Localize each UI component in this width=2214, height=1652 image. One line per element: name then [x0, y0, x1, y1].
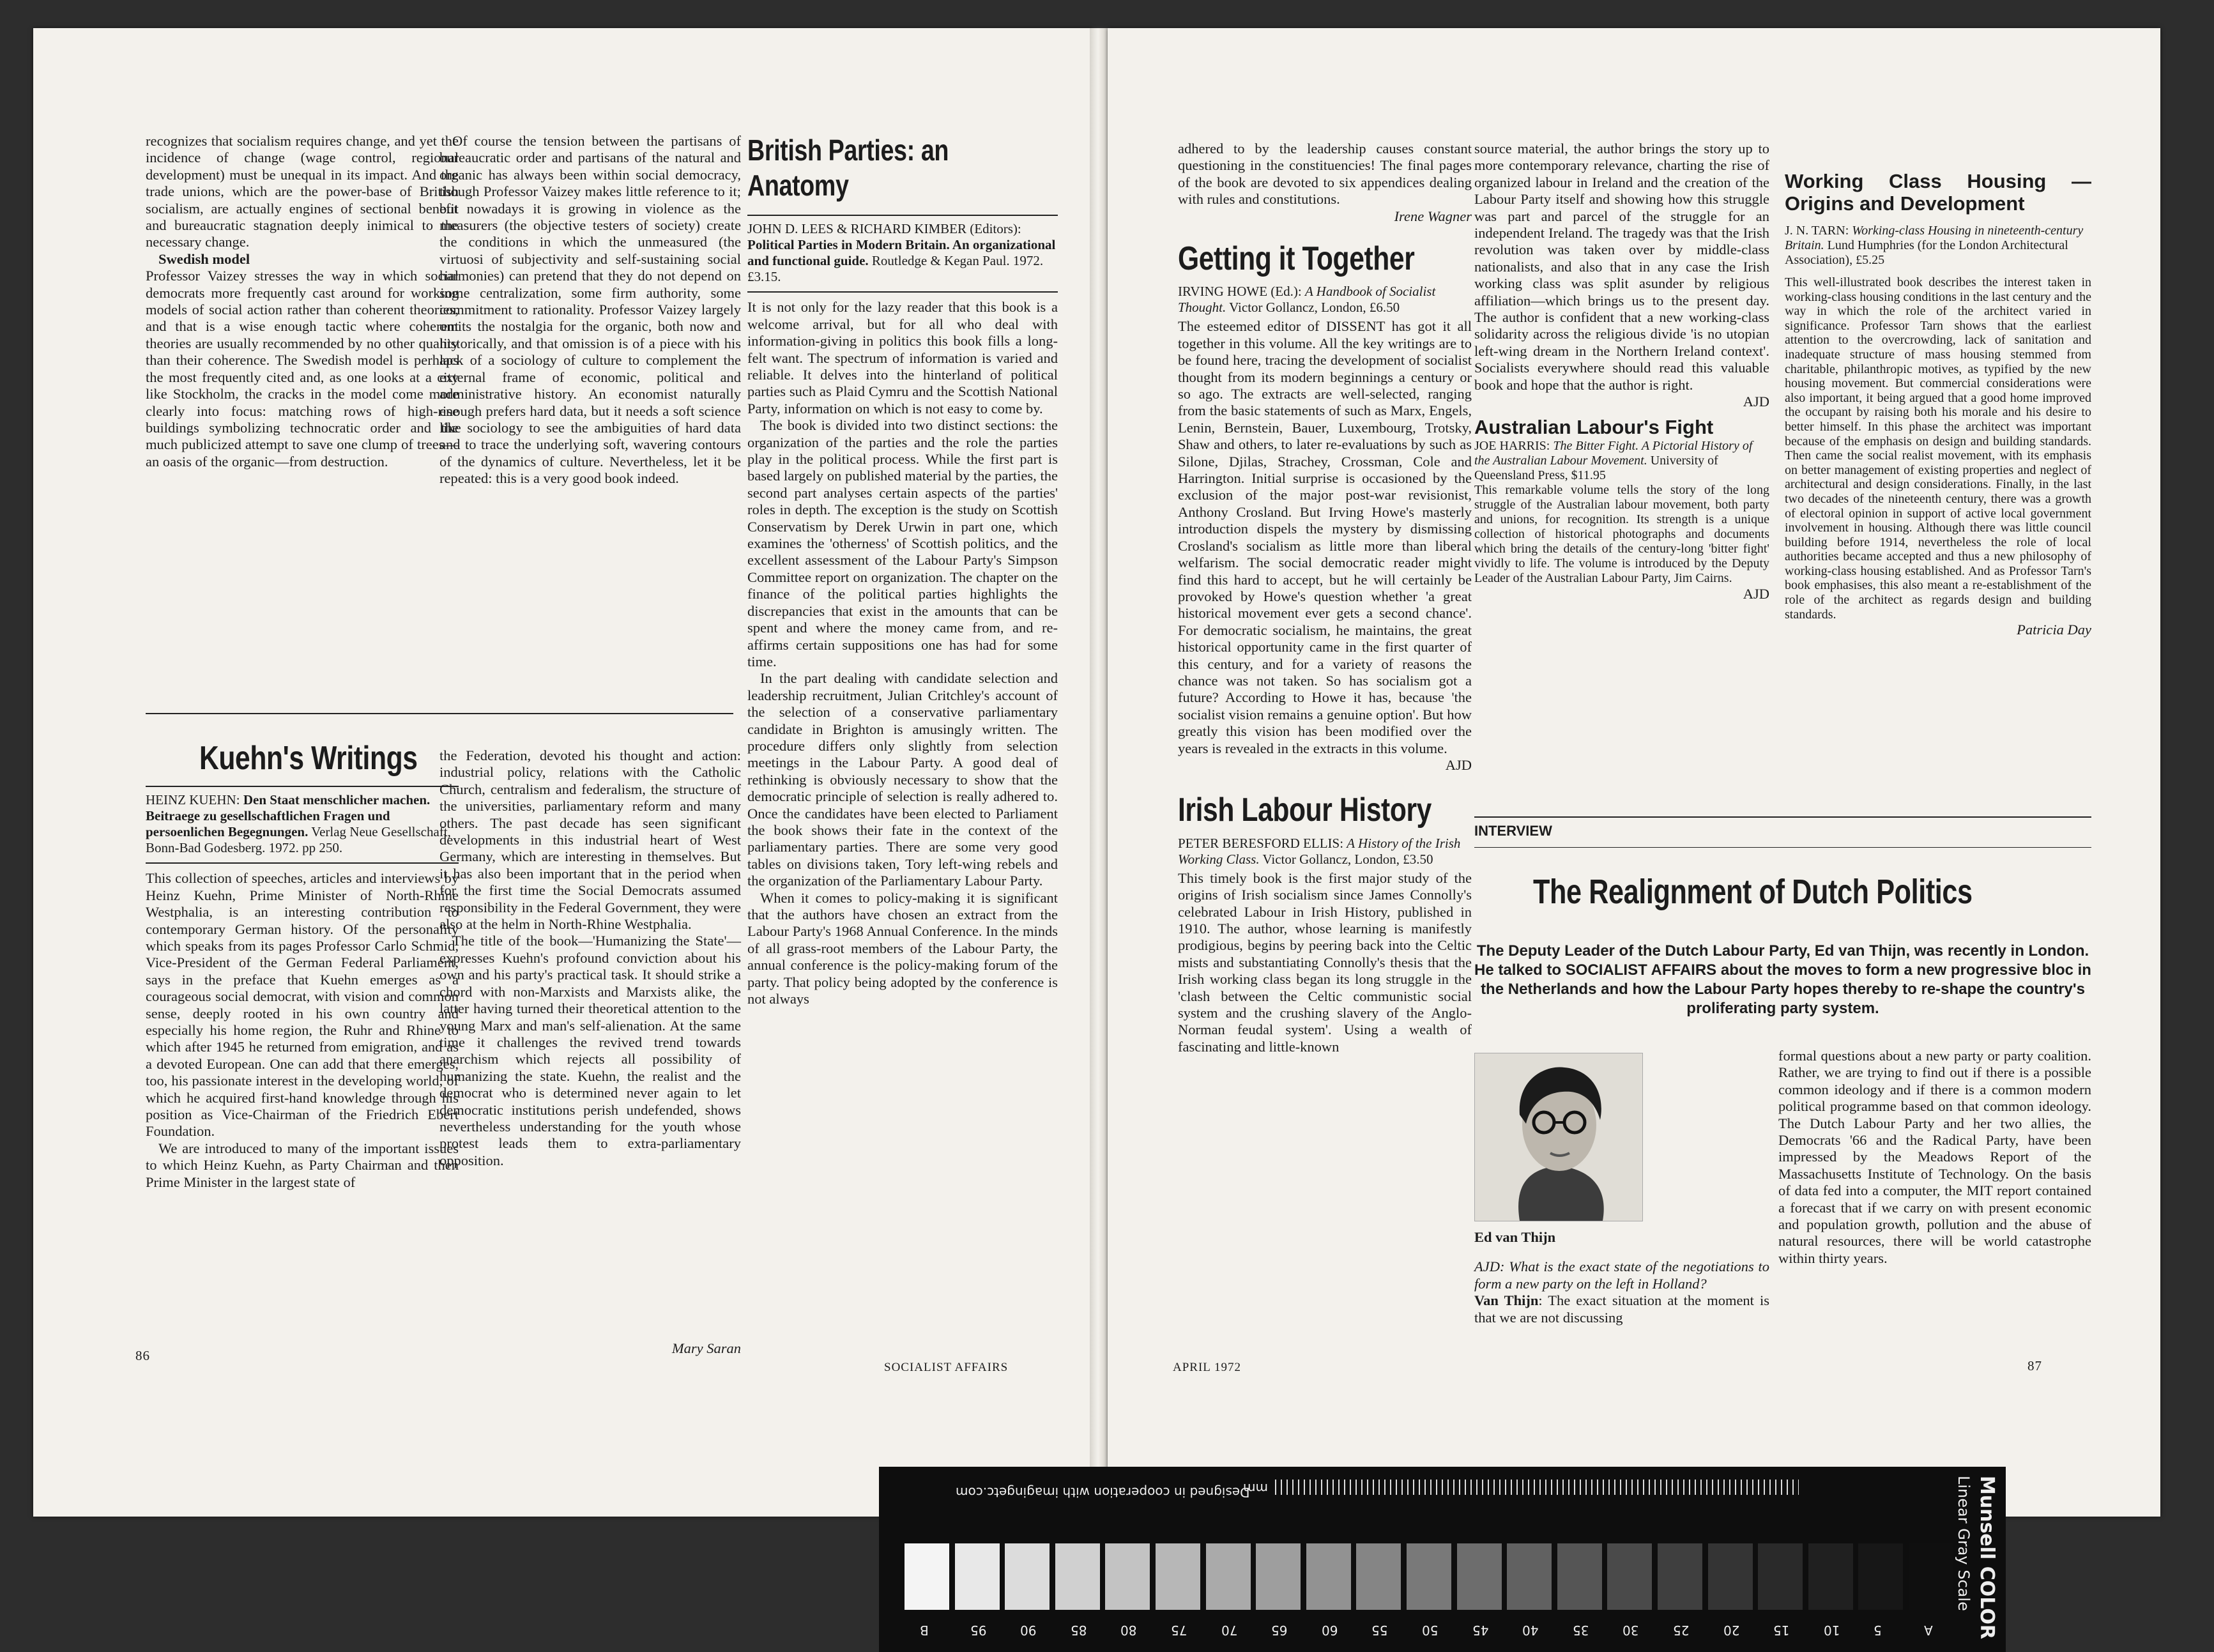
review-paragraph: The book is divided into two distinct sections: the organization of the parties and the role the parties play in the political process. While the first part is based largely on published material by the parties, the second part analyses certain aspects of the parties' roles in depth. The exception is the study on Scottish Conservatism by Derek Urwin in part one, which examines the 'otherness' of Scottish politics, and the excellent assessment of the Labour Party's Simpson Committee report on organization. The chapter on the finance of the political parties highlights the discrepancies that exist in the amounts that can be spent and where the money came from, and re-affirms certain suppositions one has had for some time.	[747, 417, 1058, 669]
interview-answer: Van Thijn: The exact situation at the moment is that we are not discussing	[1474, 1292, 1769, 1326]
review-byline: HEINZ KUEHN: Den Staat menschlicher machen. Beitraege zu gesellschaftlichen Fragen und persoenlichen Begegnungen. Verlag Neue Gesellschaft, Bonn-Bad Godesberg. 1972. pp 250.	[146, 786, 459, 864]
review-paragraph: The title of the book—'Humanizing the State'—expresses Kuehn's profound conviction about his own and his party's practical task. It should strike a chord with non-Marxists and Marxists alike, the latter having turned their theoretical attention to the young Marx and man's self-alienation. At the same time it challenges the revived trend towards anarchism which rejects all possibility of humanizing the state. Kuehn, the realist and the democrat who is determined never again to let democratic institutions perish undefended, shows nevertheless understanding for the youth whose protest leads them to extra-parliamentary opposition.	[439, 933, 741, 1168]
swatch-label: 20	[1723, 1623, 1740, 1638]
review-byline: IRVING HOWE (Ed.): A Handbook of Socialist Thought. Victor Gollancz, London, £6.50	[1178, 284, 1436, 316]
interview-intro: The Deputy Leader of the Dutch Labour Party, Ed van Thijn, was recently in London. He talked to SOCIALIST AFFAIRS about the moves to form a new progressive bloc in the Netherlands and how the Labour Party hopes thereby to re-shape the country's proliferating party system.	[1474, 942, 2091, 1017]
british-parties-review	[747, 133, 1058, 1007]
right-col1	[1178, 141, 1472, 1055]
review-paragraph: the Federation, devoted his thought and action: industrial policy, relations with the Catholic Church, centralism and federalism, the structure of the universities, parliamentary reform and many others. The past decade has seen significant developments in this industrial heart of West Germany, which are interesting in themselves. But it has also been important that in the period when for the first time the Social Democrats assumed responsibility in the Federal Government, they were also at the helm in North-Rhine Westphalia.	[439, 747, 741, 933]
review-paragraph: It is not only for the lazy reader that this book is a welcome arrival, but for all who deal with information-giving in politics this book fills a long-felt want. The spectrum of information is varied and reliable. It delves into the hinterland of political parties such as Plaid Cymru and the Scottish National Party, information on which is not easy to come by.	[747, 299, 1058, 417]
gray-swatch	[1407, 1543, 1451, 1610]
swatch-label: 85	[1070, 1623, 1087, 1638]
swatch-label: 80	[1120, 1623, 1137, 1638]
gray-swatch	[1005, 1543, 1050, 1610]
article-headline: Australian Labour's Fight	[1474, 415, 1714, 438]
swatch-label: 90	[1020, 1623, 1037, 1638]
section-divider	[1474, 847, 2091, 848]
review-paragraph: source material, the author brings the story up to more contemporary relevance, charting the rise of organized labour in Ireland and the creation of the Labour Party itself and showing how this struggle was part and parcel of the struggle for an independent Ireland. The tragedy was that the Irish revolution was taken over by middle-class nationalists, and also that in any case the Irish working class was split asunder by religious affiliation—which brings us to the present day. The author is confident that a new working-class solidarity across the religious divide 'is no utopian left-wing dream in the Northern Ireland context'. Socialists everywhere should read this valuable book and hope that the author is right.	[1474, 141, 1769, 393]
review-paragraph: We are introduced to many of the important issues to which Heinz Kuehn, as Party Chairman and then Prime Minister in the largest state of	[146, 1140, 459, 1190]
review-signature: Patricia Day	[2017, 622, 2091, 638]
section-divider	[1474, 816, 2091, 818]
swatch-label: 35	[1572, 1623, 1589, 1638]
review-byline: PETER BERESFORD ELLIS: A History of the Irish Working Class. Victor Gollancz, London, £3.50	[1178, 835, 1461, 867]
right-page	[1108, 28, 2160, 1517]
review-byline: JOE HARRIS: The Bitter Fight. A Pictorial History of the Australian Labour Movement. University of Queensland Press, $11.95	[1474, 438, 1753, 482]
essay-paragraph: Professor Vaizey stresses the way in which social democrats more frequently cast around for working models of social action rather than coherent theories, and that is a wise enough tactic where coherent theories are usually recommended by no other quality than their coherence. The Swedish model is perhaps the most frequently cited and, as one looks at a city like Stockholm, the cracks in the model come more clearly into focus: matching rows of high-rise buildings symbolizing technocratic order and the much publicized attempt to save one clump of trees—an oasis of the organic—from destruction.	[146, 268, 459, 470]
article-headline: Getting it Together	[1178, 240, 1415, 278]
interview-answer: formal questions about a new party or party coalition. Rather, we are trying to find out if there is a possible common ideology and if there is a common modern political programme based on that common ideology. The Dutch Labour Party and her two allies, the Democrats '66 and the Radical Party, have been impressed by the Meadows Report of the Massachusetts Institute of Technology. On the basis of data fed into a computer, the MIT report contained a forecast that if we carry on with present economic and population growth, pollution and the abuse of natural resources, there will be world catastrophe within thirty years.	[1778, 1048, 2091, 1266]
left-col2-top	[439, 133, 741, 487]
swatch-label: 50	[1422, 1623, 1439, 1638]
gray-swatch	[1055, 1543, 1100, 1610]
kuehn-review-col2	[439, 747, 741, 1169]
gray-swatch	[955, 1543, 1000, 1610]
gray-swatch	[1156, 1543, 1200, 1610]
gray-swatch	[1356, 1543, 1401, 1610]
left-col1-top	[146, 133, 459, 470]
gray-swatch	[1658, 1543, 1702, 1610]
swatch-label: 70	[1221, 1623, 1238, 1638]
gray-swatch	[1909, 1543, 1953, 1610]
swatch-label: 75	[1171, 1623, 1187, 1638]
review-paragraph: In the part dealing with candidate selection and leadership recruitment, Julian Critchley's account of the selection of a conservative parliamentary candidate in Brighton is amusingly written. The procedure differs only slightly from selection meetings in the Labour Party. A good deal of rethinking is obviously necessary to show that the democratic principle of selection is really adhered to. Once the candidates have been elected to Parliament the book shows their fate in the context of the parliamentary parties. There are some very good tables on divisions taken, Tory left-wing rebels and the organization of the Parliamentary Labour Party.	[747, 670, 1058, 889]
ed-van-thijn-portrait	[1474, 1053, 1643, 1221]
review-byline: J. N. TARN: Working-class Housing in nineteenth-century Britain. Lund Humphries (for the London Architectural Association), £5.25	[1785, 224, 2084, 267]
interview-headline: The Realignment of Dutch Politics	[1533, 873, 1973, 911]
kuehn-review-col1	[146, 738, 459, 1191]
designed-credit: Designed in cooperation with imagingetc.com	[956, 1485, 1250, 1500]
swatch-label: 95	[970, 1623, 987, 1638]
article-headline: Kuehn's Writings	[199, 740, 418, 777]
gray-swatch	[1808, 1543, 1853, 1610]
swatch-label: 15	[1773, 1623, 1790, 1638]
section-divider	[146, 713, 733, 714]
gray-swatch	[1758, 1543, 1803, 1610]
essay-paragraph: recognizes that socialism requires change, and yet the incidence of change (wage control, regional development) must be unequal in its impact. And the trade unions, which are the power-base of British socialism, are actually engines of sectional benefit and bureaucratic stagnation deeply inimical to the necessary change.	[146, 133, 459, 250]
running-footer-title: SOCIALIST AFFAIRS	[884, 1361, 1009, 1374]
swatch-label: 5	[1874, 1623, 1882, 1638]
scale-name: Linear Gray Scale	[1955, 1476, 1973, 1611]
running-footer-date: APRIL 1972	[1173, 1361, 1241, 1374]
article-headline: Working Class Housing — Origins and Development	[1785, 170, 2091, 215]
page-number: 86	[135, 1348, 150, 1363]
article-headline: British Parties: an Anatomy	[747, 134, 949, 203]
interview-question: AJD: What is the exact state of the negotiations to form a new party on the left in Holland?	[1474, 1258, 1769, 1292]
gray-swatch	[905, 1543, 949, 1610]
subhead-swedish-model: Swedish model	[158, 250, 250, 267]
ruler-unit: mm	[1243, 1481, 1268, 1496]
review-paragraph: When it comes to policy-making it is significant that the authors have chosen an extract from the Labour Party's 1968 Annual Conference. In the minds of all grass-root members of the Labour Party, the annual conference is the policy-making forum of the party. That policy being adopted by the conference is not always	[747, 889, 1058, 1007]
review-signature: AJD	[1743, 585, 1769, 602]
review-signature: AJD	[1743, 394, 1769, 410]
gray-swatch	[1858, 1543, 1903, 1610]
gray-swatch	[1457, 1543, 1502, 1610]
photo-caption: Ed van Thijn	[1474, 1229, 1556, 1245]
review-signature: Mary Saran	[671, 1340, 741, 1356]
gray-swatch	[1105, 1543, 1150, 1610]
swatch-label: 10	[1823, 1623, 1840, 1638]
left-page	[33, 28, 1092, 1517]
right-col2-top	[1474, 141, 1769, 602]
essay-paragraph: Of course the tension between the partisans of bureaucratic order and partisans of the natural and organic has always been within social democracy, though Professor Vaizey makes little reference to it; but nowadays it is growing in violence as the measurers (the objective testers of society) create the conditions in which the unmeasured (the virtuosi of subjectivity and self-sustaining social harmonies) can pretend that they do not depend on some centralization, some firm authority, some commitment to rationality. Professor Vaizey largely omits the nostalgia for the organic, both now and historically, and that omission is of a piece with his lack of a sociology of culture to complement the external frame of economic, political and administrative history. An economist naturally enough prefers hard data, but it needs a soft science like sociology to see the ambiguities of hard data and to trace the underlying soft, wavering contours of the dynamics of culture. Nevertheless, let it be repeated: this is a very good book indeed.	[439, 133, 741, 487]
swatch-label: 65	[1271, 1623, 1288, 1638]
gray-swatch	[1306, 1543, 1351, 1610]
review-paragraph: The esteemed editor of DISSENT has got it all together in this volume. All the key writings are to be found here, tracing the development of socialist thought from its modern beginnings a century or so ago. The extracts are well-selected, ranging from the basic statements of such as Marx, Engels, Lenin, Bernstein, Bauer, Luxembourg, Trotsky, Shaw and others, to later re-evaluations by such as Silone, Djilas, Strachey, Crossman, Cole and Harrington. Initial surprise is occasioned by the exclusion of the major post-war revisionist, Anthony Crosland. But Irving Howe's masterly introduction dispels the mystery by dismissing Crosland's socialism as little more than liberal welfarism. The social democratic reader might find this hard to accept, but he will certainly be provoked by Howe's question whether 'a great historical movement ever gets a second chance'. For democratic socialism, he maintains, the great historical opportunity came in the first quarter of this century, and for a variety of reasons the chance was not taken. So has socialism got a future? According to Howe it has, because 'the socialist vision remains a genuine option'. But how greatly this vision has been modified over the years is revealed in the extracts in this volume.	[1178, 318, 1472, 756]
review-paragraph: adhered to by the leadership causes constant questioning in the constituencies! The final pages of the book are devoted to six appendices dealing with rules and constitutions.	[1178, 141, 1472, 208]
swatch-label: 30	[1622, 1623, 1639, 1638]
page-number: 87	[2027, 1358, 2042, 1373]
gray-scale-calibration-target	[879, 1467, 2006, 1652]
article-headline: Irish Labour History	[1178, 792, 1431, 829]
review-paragraph: This well-illustrated book describes the interest taken in working-class housing conditions in the last century and the way in which the role of the architect varied in significance. Professor Tarn shows that the earliest attention to the overcrowding, lack of sanitation and inadequate structure of mass housing stemmed from charitable, philanthropic motives, as typified by the new housing movement. But commercial considerations were also important, it being argued that a good home improved the occupant by raising both his morale and his desire to better himself. In this phase the architect was important because of the emphasis on design and building standards. Then came the social realist movement, with its emphasis on better management of existing properties and neglect of architectural and design considerations. Finally, in the last two decades of the nineteenth century, there was a growth of electoral opinion in support of active local government involvement in housing. Although there was little council building before 1914, nevertheless the role of local authorities became accepted and thus a new philosophy of working-class housing established. And as Professor Tarn's book emphasises, this also meant a re-establishment of the role of the architect as regards design and building standards.	[1785, 275, 2091, 622]
review-signature: Irene Wagner	[1394, 208, 1472, 224]
review-byline: JOHN D. LEES & RICHARD KIMBER (Editors): Political Parties in Modern Britain. An organizational and functional guide. Routledge & Kegan Paul. 1972. £3.15.	[747, 215, 1058, 293]
swatch-label: 55	[1371, 1623, 1388, 1638]
swatch-label: 25	[1673, 1623, 1690, 1638]
gray-swatch	[1607, 1543, 1652, 1610]
gray-swatch	[1507, 1543, 1552, 1610]
gray-swatch	[1206, 1543, 1251, 1610]
swatch-label: B	[920, 1623, 929, 1638]
interview-col1	[1474, 1229, 1769, 1326]
interview-col2	[1778, 1048, 2091, 1267]
section-label: INTERVIEW	[1474, 823, 1552, 839]
swatch-label: A	[1924, 1623, 1933, 1638]
review-paragraph: This remarkable volume tells the story of the long struggle of the Australian labour movement, both party and unions, for recognition. Its strength is a unique collection of historical photographs and documents which bring the details of the century-long 'bitter fight' vividly to life. The volume is introduced by the Deputy Leader of the Australian Labour Party, Jim Cairns.	[1474, 482, 1769, 585]
swatch-label: 45	[1472, 1623, 1489, 1638]
housing-review	[1785, 170, 2091, 639]
gray-swatch	[1708, 1543, 1753, 1610]
portrait-image	[1475, 1053, 1642, 1221]
swatch-label: 60	[1321, 1623, 1338, 1638]
review-signature: AJD	[1445, 756, 1472, 773]
review-paragraph: This collection of speeches, articles and interviews by Heinz Kuehn, Prime Minister of North-Rhine Westphalia, is an interesting contribution to contemporary German history. Of the personality which speaks from its pages Professor Carlo Schmid, Vice-President of the German Federal Parliament, says in the preface that Kuehn emerges as a courageous social democrat, with vision and common sense, deeply rooted in his own country and especially his home region, the Ruhr and Rhine to which after 1945 he returned from emigration, and as a devoted European. One can add that there emerges, too, his passionate interest in the developing world, of which he acquired first-hand knowledge through his position as Vice-Chairman of the Friedrich Ebert Foundation.	[146, 870, 459, 1140]
swatch-label: 40	[1522, 1623, 1539, 1638]
mm-ruler	[1275, 1480, 1799, 1495]
munsell-brand: Munsell COLOR	[1976, 1476, 1998, 1639]
gray-swatch	[1557, 1543, 1602, 1610]
review-paragraph: This timely book is the first major study of the origins of Irish socialism since James Connolly's celebrated Labour in Irish History, published in 1910. The author, whose learning is manifestly prodigious, begins by peering back into the Celtic mists and substantiating Connolly's thesis that the Irish working class began its long struggle in the 'clash between the Celtic communistic social system and the crushing slavery of the Anglo-Norman feudal system'. Using a wealth of fascinating and little-known	[1178, 869, 1472, 1055]
gray-swatch	[1256, 1543, 1301, 1610]
